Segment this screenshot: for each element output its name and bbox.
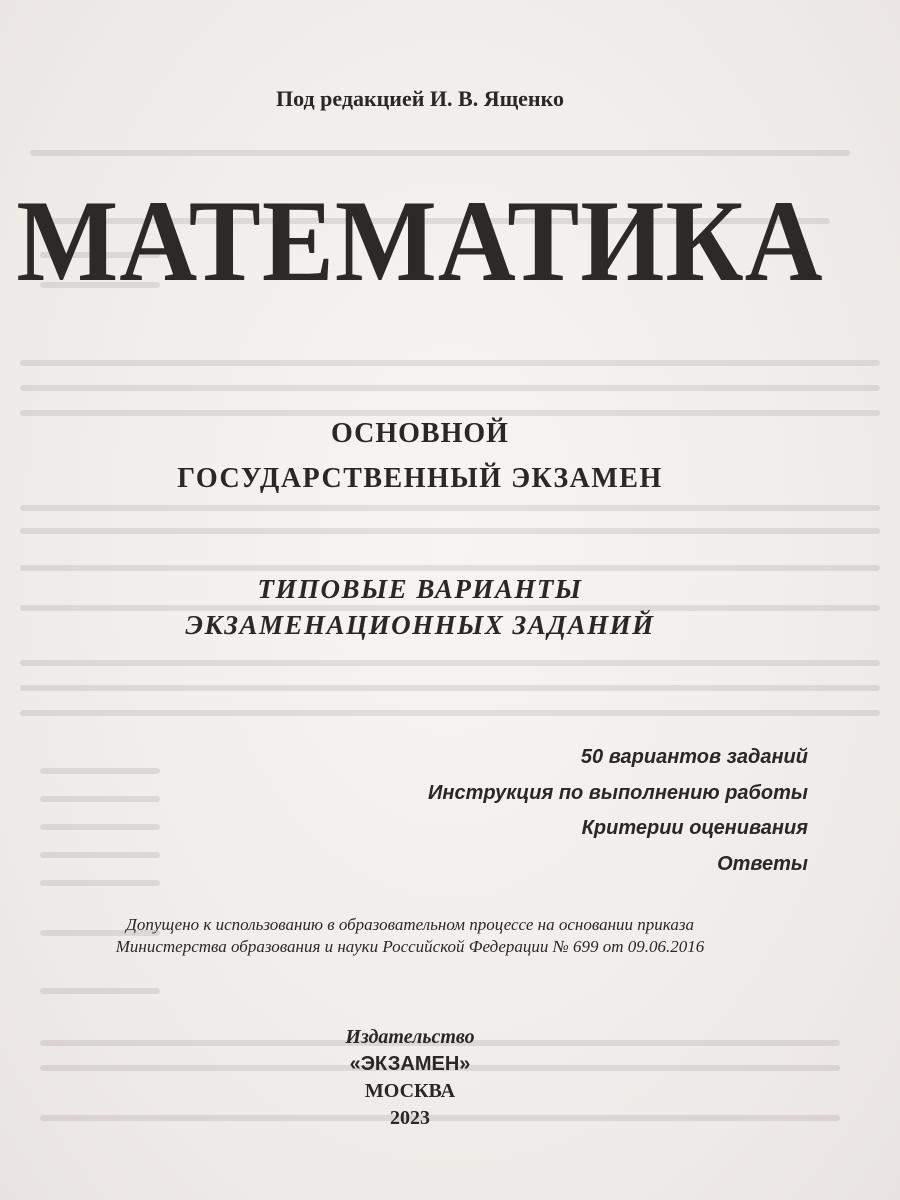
contents-item: 50 вариантов заданий xyxy=(580,746,808,768)
editor-credit: Под редакцией И. В. Ященко xyxy=(276,86,564,111)
publisher-city: МОСКВА xyxy=(364,1080,456,1102)
approval-line-1: Допущено к использованию в образовательном процессе на основании приказа xyxy=(126,915,694,934)
publisher-name: «ЭКЗАМЕН» xyxy=(349,1053,471,1075)
approval-notice xyxy=(0,914,820,958)
series-title-line-1: ТИПОВЫЕ ВАРИАНТЫ xyxy=(257,574,583,604)
publisher-label: Издательство xyxy=(345,1026,475,1048)
publisher-block xyxy=(0,1024,820,1132)
publication-year: 2023 xyxy=(390,1107,430,1129)
contents-item: Ответы xyxy=(717,852,808,875)
approval-line-2: Министерства образования и науки Российской Федерации № 699 от 09.06.2016 xyxy=(115,937,705,956)
exam-name-line-2: ГОСУДАРСТВЕННЫЙ ЭКЗАМЕН xyxy=(177,463,663,494)
series-title-line-2: ЭКЗАМЕНАЦИОННЫХ ЗАДАНИЙ xyxy=(185,610,655,640)
exam-name-line-1: ОСНОВНОЙ xyxy=(331,418,509,449)
book-title: МАТЕМАТИКА xyxy=(16,177,824,306)
contents-item: Инструкция по выполнению работы xyxy=(428,781,808,804)
contents-list xyxy=(428,740,808,882)
contents-item: Критерии оценивания xyxy=(581,817,808,839)
